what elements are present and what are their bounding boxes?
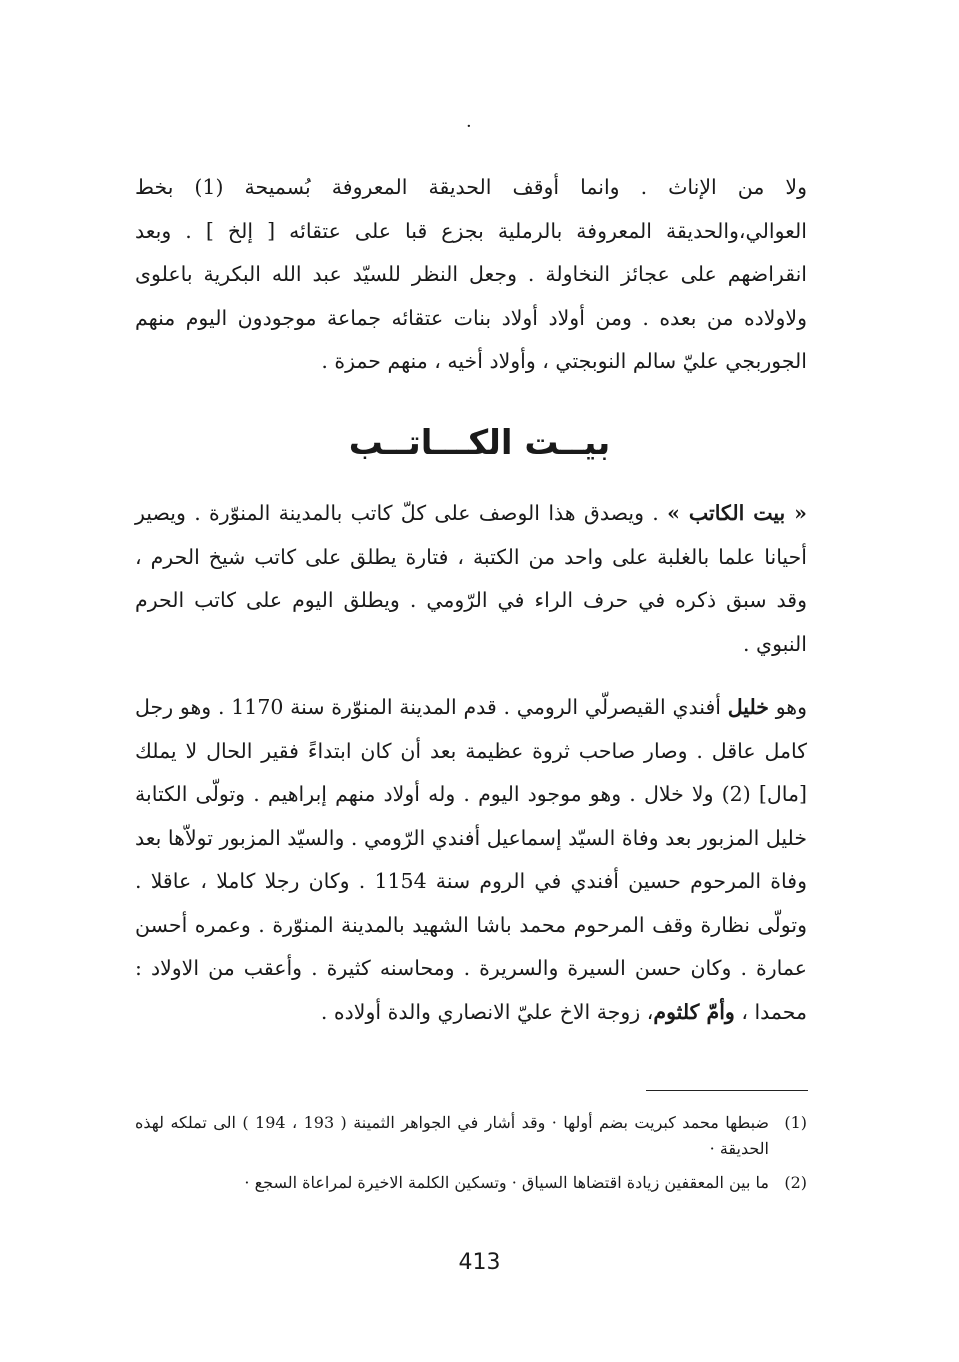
paragraph-definition xyxy=(135,492,807,666)
paragraph-intro xyxy=(135,166,807,384)
person-name-khalil: خليل xyxy=(727,695,769,719)
paragraph-biography xyxy=(135,686,807,1034)
footnote-item xyxy=(135,1110,807,1162)
paragraph-biography-part-c: ، زوجة الاخ عليّ الانصاري والدة أولاده . xyxy=(320,999,654,1024)
paragraph-biography-part-b: أفندي القيصرلّي الرومي . قدم المدينة المنوّرة سنة 1170 . وهو رجل كامل عاقل . وصار صاحب ثروة عظيمة بعد أن كان ابتداءً فقير الحال لا يملك [مال] (2) ولا خلال . وهو موجود اليوم . وله أولاد منهم إبراهيم . وتولّى الكتابة خليل المزبور بعد وفاة السيّد إسماعيل أفندي الرّومي . والسيّد المزبور تولاّها بعد وفاة المرحوم حسين أفندي في الروم سنة 1154 . وكان رجلا كاملا ، عاقلا . وتولّى نظارة وقف المرحوم محمد باشا الشهيد بالمدينة المنوّرة . وعمره أحسن عمارة . وكان حسن السيرة والسريرة . ومحاسنه كثيرة . وأعقب من الاولاد : محمدا ، xyxy=(135,695,807,1024)
section-title: بيــت الكـــاتــب xyxy=(348,423,611,463)
footnote-text: ما بين المعقفين زيادة اقتضاها السياق · وتسكين الكلمة الاخيرة لمراعاة السجع · xyxy=(244,1173,769,1192)
page-number: 413 xyxy=(458,1250,501,1275)
paragraph-definition-text: . ويصدق هذا الوصف على كلّ كاتب بالمدينة المنوّرة . ويصير أحيانا علما بالغلبة على واحد من الكتبة ، فتارة يطلق على كاتب شيخ الحرم ، وقد سبق ذكره في حرف الراء في الرّومي . ويطلق اليوم على كاتب الحرم النبوي . xyxy=(135,501,807,656)
person-name-umm-kulthum: وأمّ كلثوم xyxy=(653,999,735,1024)
footnote-separator xyxy=(646,1090,808,1091)
footnote-number: (2) xyxy=(784,1173,807,1192)
footnote-number: (1) xyxy=(784,1113,807,1132)
paragraph-definition-lead: « بيت الكاتب » xyxy=(667,501,807,525)
footnotes xyxy=(135,1110,807,1204)
footnote-item xyxy=(135,1170,807,1196)
footnote-text: ضبطها محمد كبريت بضم أولها · وقد أشار في الجواهر الثمينة ( 193 ، 194 ) الى تملكه لهذه الحديقة · xyxy=(135,1113,770,1158)
paragraph-biography-part-a: وهو xyxy=(768,695,807,719)
paragraph-intro-text: ولا من الإناث . وانما أوقف الحديقة المعروفة بُسميحة (1) بخط العوالي،والحديقة المعروفة بالرملية بجزع قبا على عتقائه [ إلخ ] . وبعد انقراضهم على عجائز النخاولة . وجعل النظر للسيّد عبد الله البكرية باعلوى ولاولاده من بعده . ومن أولاد أولاد بنات عتقائه جماعة موجودون اليوم منهم الجوربجي عليّ سالم النوبجتي ، وأولاد أخيه ، منهم حمزة . xyxy=(135,175,807,373)
ink-speck: · xyxy=(466,116,472,137)
